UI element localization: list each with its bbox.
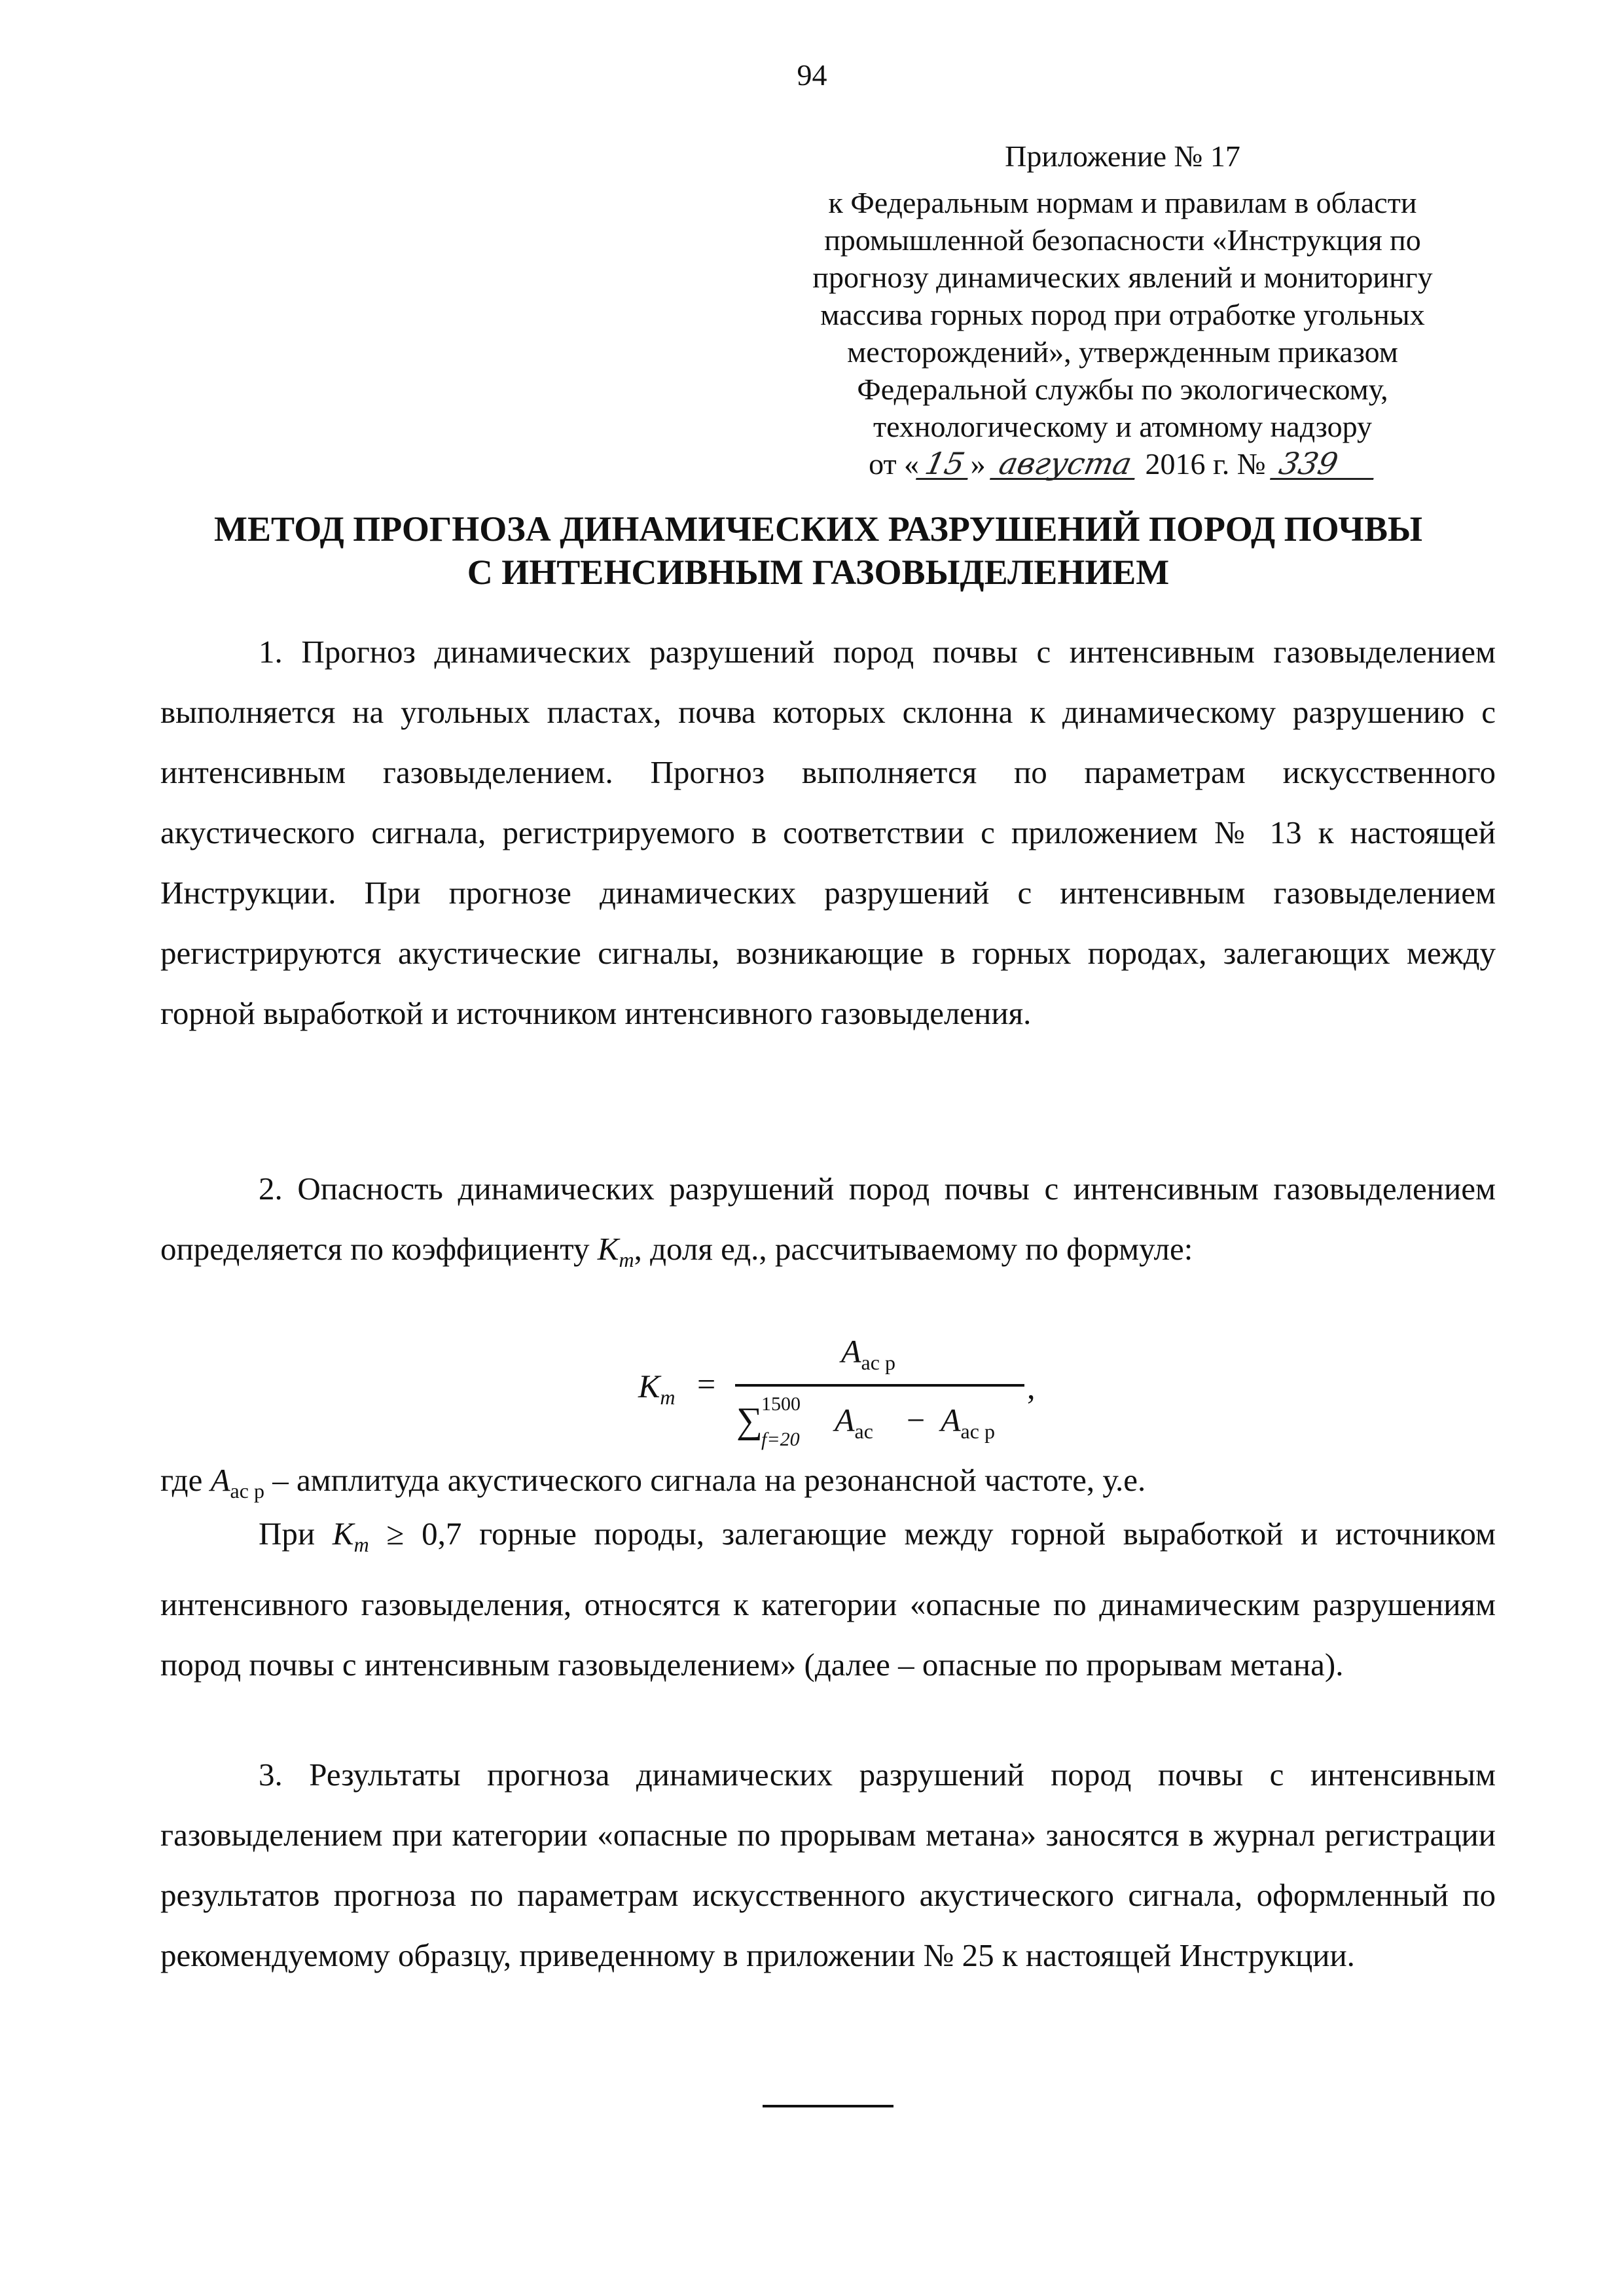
- appendix-line: прогнозу динамических явлений и мониторингу: [812, 261, 1433, 294]
- paragraph-3: При $K_m \ge 0,7$ горные породы, залегающие между горной выработкой и источником интенсивного газовыделения, относятся к категории «опасные по динамическим разрушениям пород почвы с интенсивным газовыделением» (далее – опасные по прорывам метана).: [160, 1516, 1496, 1683]
- sum-upper-limit: 1500: [761, 1393, 801, 1415]
- appendix-line: Федеральной службы по экологическому,: [857, 373, 1388, 406]
- document-title: [151, 507, 1486, 594]
- appendix-date-line: [772, 445, 1473, 483]
- page-number: 94: [797, 58, 827, 92]
- paragraph-2: [160, 1159, 1496, 1290]
- km-symbol: K: [597, 1231, 619, 1267]
- km-symbol: K: [332, 1516, 354, 1552]
- handwritten-month: августа: [990, 449, 1141, 480]
- appendix-line: месторождений», утвержденным приказом: [847, 335, 1398, 369]
- formula-numerator: $A_{ас р}$: [841, 1333, 895, 1374]
- para2-text-before: 2. Опасность динамических разрушений пород почвы с интенсивным газовыделением определяется по коэффициенту: [160, 1171, 1496, 1267]
- formula-lhs: $K_m$: [638, 1368, 676, 1409]
- paragraph-1-block: [160, 622, 1496, 1044]
- paragraph-4-block: [160, 1745, 1496, 1986]
- paragraph-4: 3. Результаты прогноза динамических разрушений пород почвы с интенсивным газовыделением при категории «опасные по прорывам метана» заносятся в журнал регистрации результатов прогноза по параметрам искусственного акустического сигнала, оформленный по рекомендуемому образцу, приведенному в приложении № 25 к настоящей Инструкции.: [160, 1757, 1496, 1973]
- appendix-line: массива горных пород при отработке угольных: [820, 298, 1425, 331]
- date-prefix: от «: [869, 447, 920, 481]
- formula-km: [638, 1329, 1136, 1460]
- paragraph-3-block: [160, 1504, 1496, 1695]
- appendix-line: к Федеральным нормам и правилам в области: [828, 186, 1417, 219]
- paragraph-2-block: [160, 1159, 1496, 1290]
- formula-denominator-a: $A_{ас}$: [835, 1402, 873, 1443]
- para3-text: ≥ 0,7 горные породы, залегающие между горной выработкой и источником интенсивного газовыделения, относятся к категории «опасные по динамическим разрушениям пород почвы с интенсивным газовыделением» (далее – опасные по прорывам метана).: [160, 1516, 1496, 1683]
- title-line-1: МЕТОД ПРОГНОЗА ДИНАМИЧЕСКИХ РАЗРУШЕНИЙ ПОРОД ПОЧВЫ: [213, 509, 1423, 549]
- date-mid: »: [970, 447, 986, 481]
- appendix-line: промышленной безопасности «Инструкция по: [824, 223, 1421, 257]
- title-line-2: С ИНТЕНСИВНЫМ ГАЗОВЫДЕЛЕНИЕМ: [467, 553, 1170, 592]
- fraction-bar: [735, 1384, 1024, 1387]
- formula-equals: =: [697, 1366, 716, 1402]
- km-subscript: m: [619, 1247, 634, 1271]
- formula-denominator-b: $A_{ас р}$: [941, 1402, 995, 1443]
- a-subscript: ас р: [230, 1478, 264, 1503]
- a-symbol: A: [210, 1462, 230, 1498]
- where-text: – амплитуда акустического сигнала на резонансной частоте, у.е.: [264, 1462, 1146, 1498]
- sum-lower-limit: f=20: [761, 1429, 800, 1450]
- para2-text-after: , доля ед., рассчитываемому по формуле:: [634, 1231, 1193, 1267]
- appendix-title: Приложение № 17: [1005, 139, 1240, 173]
- appendix-line: технологическому и атомному надзору: [873, 410, 1372, 443]
- sum-symbol: ∑: [736, 1400, 763, 1441]
- appendix-header: [772, 137, 1473, 483]
- paragraph-1: 1. Прогноз динамических разрушений пород почвы с интенсивным газовыделением выполняется на угольных пластах, почва которых склонна к динамическому разрушению с интенсивным газовыделением. Прогноз выполняется по параметрам искусственного акустического сигнала, регистрируемого в соответствии с приложением № 13 к настоящей Инструкции. При прогнозе динамических разрушений с интенсивным газовыделением регистрируются акустические сигналы, возникающие в горных породах, залегающих между горной выработкой и источником интенсивного газовыделения.: [160, 634, 1496, 1031]
- formula-comma: ,: [1027, 1369, 1036, 1406]
- handwritten-day: 15: [916, 449, 974, 480]
- formula-minus: −: [907, 1402, 926, 1438]
- end-rule: [763, 2105, 893, 2107]
- order-year: 2016 г. №: [1145, 447, 1266, 481]
- handwritten-order-number: 339: [1270, 449, 1380, 480]
- where-line: где $A_{ас р}$ – амплитуда акустического сигнала на резонансной частоте, у.е.: [160, 1462, 1146, 1503]
